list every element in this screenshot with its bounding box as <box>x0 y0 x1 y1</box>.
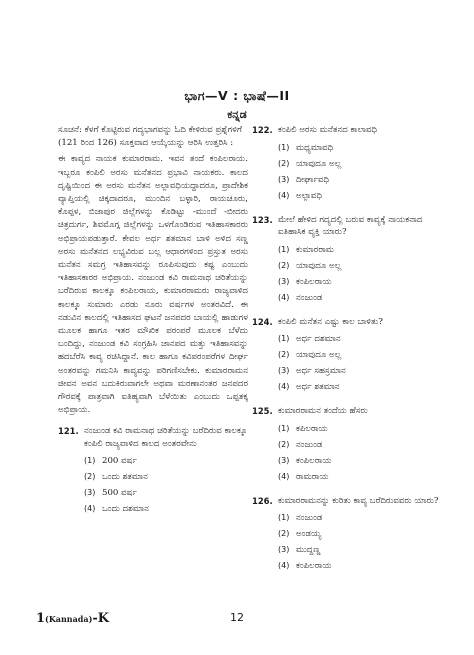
option-3[interactable] <box>84 487 248 503</box>
option-1[interactable] <box>278 142 448 158</box>
option-label: (3) <box>278 455 290 465</box>
option-label: (2) <box>84 472 96 482</box>
option-label: (4) <box>278 190 290 200</box>
option-label: (1) <box>278 334 290 343</box>
option-4[interactable] <box>278 190 448 206</box>
option-text: ದೀರ್ಘಾವಧಿ <box>296 174 330 185</box>
option-text: ಮಧ್ಯಮಾವಧಿ <box>296 142 334 153</box>
language-title: ಕನ್ನಡ <box>227 108 247 121</box>
option-4[interactable] <box>84 503 248 519</box>
option-text: ಕುಮಾರರಾಮ <box>296 244 335 255</box>
option-label: (2) <box>278 260 290 270</box>
option-list <box>278 142 448 206</box>
option-label: (4) <box>278 471 290 481</box>
question-number: 124. <box>252 316 273 327</box>
option-text: ನಂಜುಂಡ <box>296 513 323 523</box>
option-label: (2) <box>278 529 290 538</box>
option-text: ಯಾವುದೂ ಅಲ್ಲ <box>296 158 342 169</box>
option-list <box>84 455 248 519</box>
question-122 <box>252 124 448 206</box>
question-125 <box>252 405 448 487</box>
option-1[interactable] <box>278 244 448 260</box>
option-text: ಕಂಪಿಲರಾಯ <box>296 455 332 466</box>
option-3[interactable] <box>278 174 448 190</box>
instruction-text: ಸೂಚನೆ: ಕೆಳಗೆ ಕೊಟ್ಟಿರುವ ಗದ್ಯಭಾಗವನ್ನು ಓದಿ ಕೇಳಿರುವ ಪ್ರಶ್ನೆಗಳಿಗೆ (121 ರಿಂದ 126) ಸೂಕ್ತವಾದ ಆಯ್ಕೆಯನ್ನು ಆರಿಸಿ ಉತ್ತರಿಸಿ : <box>58 125 242 149</box>
option-list <box>278 244 448 308</box>
option-text: ಅರ್ಧ ಶತಮಾನ <box>296 382 340 392</box>
question-number: 123. <box>252 214 273 225</box>
option-label: (4) <box>84 504 96 514</box>
option-3[interactable] <box>278 365 448 381</box>
option-text: ಕಂಪಿಲರಾಯ <box>296 561 332 571</box>
option-text: ನಂಜುಂಡ <box>296 439 323 450</box>
option-text: ನಂಜುಂಡ <box>296 292 323 303</box>
option-text: ಒಂದು ದಶಮಾನ <box>102 504 149 515</box>
option-text: ರಾಮರಾಯ <box>296 471 329 482</box>
page-number: 12 <box>230 611 244 624</box>
option-label: (3) <box>278 545 290 554</box>
option-2[interactable] <box>278 528 448 544</box>
option-label: (3) <box>278 366 290 375</box>
left-column <box>58 124 248 519</box>
section-header <box>0 88 474 122</box>
option-label: (1) <box>84 456 96 466</box>
booklet-code-prefix: 1 <box>36 611 46 626</box>
option-text: 200 ವರ್ಷ <box>102 456 137 467</box>
option-text: ಅರ್ಧ ಸಹಸ್ರಮಾನ <box>296 366 346 376</box>
question-text: ಮೇಲೆ ಹೇಳಿದ ಗದ್ಯದಲ್ಲಿ ಬರುವ ಕಾವ್ಯಕ್ಕೆ ನಾಯಕನಾದ ಐತಿಹಾಸಿಕ ವ್ಯಕ್ತಿ ಯಾರು? <box>278 214 423 237</box>
question-123 <box>252 214 448 308</box>
option-text: 500 ವರ್ಷ <box>102 488 137 499</box>
option-list <box>278 423 448 487</box>
part-title: ಭಾಗ—V : ಭಾಷೆ—II <box>184 88 290 103</box>
question-124 <box>252 316 448 398</box>
option-text: ಕಪಿಲರಾಯ <box>296 423 328 434</box>
option-label: (1) <box>278 423 290 433</box>
option-text: ಅಲ್ಪಾವಧಿ <box>296 190 322 201</box>
option-list <box>278 512 448 576</box>
option-text: ಅರ್ಧ ದಶಮಾನ <box>296 334 341 344</box>
option-text: ಅಂಡಯ್ಯ <box>296 529 322 539</box>
option-label: (4) <box>278 561 290 570</box>
question-text: ಕಂಪಿಲಿ ಅರಸು ಮನೆತನದ ಕಾಲಾವಧಿ <box>278 125 378 135</box>
option-label: (2) <box>278 350 290 359</box>
option-text: ಯಾವುದೂ ಅಲ್ಲ <box>296 350 342 360</box>
option-4[interactable] <box>278 560 448 576</box>
option-2[interactable] <box>84 471 248 487</box>
option-1[interactable] <box>278 512 448 528</box>
option-4[interactable] <box>278 381 448 397</box>
option-2[interactable] <box>278 158 448 174</box>
question-text: ಕಂಪಿಲಿ ಮನೆತನ ಎಷ್ಟು ಕಾಲ ಬಾಳಿತು? <box>278 316 383 327</box>
option-3[interactable] <box>278 276 448 292</box>
option-label: (3) <box>278 174 290 184</box>
question-number: 122. <box>252 125 273 135</box>
option-1[interactable] <box>278 333 448 349</box>
question-text: ಕುಮಾರರಾಮನನ್ನು ಕುರಿತು ಕಾವ್ಯ ಬರೆದಿರುವವರು ಯಾರು? <box>278 495 439 506</box>
question-number: 126. <box>252 495 273 506</box>
booklet-code-suffix: -K <box>92 611 110 626</box>
option-label: (3) <box>278 276 290 286</box>
option-label: (2) <box>278 158 290 168</box>
question-number: 125. <box>252 406 273 416</box>
option-label: (3) <box>84 488 96 498</box>
option-3[interactable] <box>278 455 448 471</box>
option-label: (1) <box>278 513 290 522</box>
question-number: 121. <box>58 426 79 437</box>
option-1[interactable] <box>84 455 248 471</box>
option-label: (1) <box>278 142 290 152</box>
option-text: ಯಾವುದೂ ಅಲ್ಲ <box>296 260 342 271</box>
question-126 <box>252 495 448 577</box>
option-label: (2) <box>278 439 290 449</box>
option-4[interactable] <box>278 471 448 487</box>
option-2[interactable] <box>278 349 448 365</box>
reading-passage: ಈ ಕಾವ್ಯದ ನಾಯಕ ಕುಮಾರರಾಮ. ಇವನ ತಂದೆ ಕಂಪಿಲರಾಯ. ಇಬ್ಬರೂ ಕಂಪಿಲಿ ಅರಸು ಮನೆತನದ ಪ್ರಭಾವಿ ನಾಯಕರು. ಕಾಲದ ದೃಷ್ಟಿಯಿಂದ ಈ ಅರಸು ಮನೆತನ ಅಲ್ಪಾವಧಿಯದ್ದಾದರೂ, ಪ್ರಾದೇಶಿಕ ವ್ಯಾಪ್ತಿಯಲ್ಲಿ ಚಿಕ್ಕದಾದರೂ, ಮುಂದಿನ ಬಳ್ಳಾರಿ, ರಾಯಚೂರು, ಕೊಪ್ಪಳ, ಬಿಜಾಪುರ ಜಿಲ್ಲೆಗಳನ್ನು ಕೊಡಿಟ್ಟು -ಮುಂದೆ -ಬೀದರು ಚಿತ್ರದುರ್ಗ, ಶಿವಮೊಗ್ಗ ಜಿಲ್ಲೆಗಳನ್ನು ಒಳಗೊಂಡಿರುವ ಇತಿಹಾಸಕಾರರು ಅಭಿಪ್ರಾಯಪಡುತ್ತಾರೆ. ಕೇವಲ ಅರ್ಧ ಶತಮಾನ ಬಾಳಿ ಅಳಿದ ಸಣ್ಣ ಅರಸು ಮನೆತನದ ಲಭ್ಯವಿರುವ ಬಲ್ಲ ಆಧಾರಗಳಿಂದ ಪ್ರಸ್ತುತ ಅರಸು ಮನೆತನ ಸಮಗ್ರ ಇತಿಹಾಸವನ್ನು ರೂಪಿಸುವುದು ಕಷ್ಟ ಎಂಬುದು ಇತಿಹಾಸಕಾರರ ಅಭಿಪ್ರಾಯ. ನಂಜುಂಡ ಕವಿ ರಾಮನಾಥ ಚರಿತೆಯನ್ನು ಬರೆದಿರುವ ಕಾಲಕ್ಕೂ ಕಂಪಿಲರಾಯ, ಕುಮಾರರಾಮರು ರಾಜ್ಯವಾಳಿದ ಕಾಲಕ್ಕೂ ಸುಮಾರು ಎರಡು ನೂರು ವರ್ಷಗಳ ಅಂತರವಿದೆ. ಈ ನಡುವಿನ ಕಾಲದಲ್ಲಿ ಇತಿಹಾಸದ ಘಟನೆ ಜನಪದರ ಬಾಯಲ್ಲಿ ಹಾಡುಗಳ ಮೂಲಕ ಹಾಗೂ ಇತರ ಮೌಖಿಕ ಪರಂಪರೆ ಮೂಲಕ ಬೆಳೆದು ಬಂದಿದ್ದು, ನಂಜುಂಡ ಕವಿ ಸಂಗ್ರಹಿಸಿ ಜಾನಪದ ಮತ್ತು ಇತಿಹಾಸವನ್ನು ಹದಬೆರೆಸಿ ಕಾವ್ಯ ರಚಿಸಿದ್ದಾನೆ. ಕಾಲ ಹಾಗೂ ಕವಿಪರಂಪರೆಗಳ ದೀರ್ಘ ಅಂತರವನ್ನು ಗಮನಿಸಿ ಕಾವ್ಯವನ್ನು ಪರಿಗಣಿಸಬೇಕು. ಕುಮಾರರಾಮನ ಜೀವನ ಅವನ ಬದುಕಿರುವಾಗಲೇ ಅಥವಾ ಮರಣಾನಂತರ ಜನಪದರ ಗೌರವಕ್ಕೆ ಪಾತ್ರವಾಗಿ ಐತಿಹ್ಯವಾಗಿ ಬೆಳೆಯಿತು ಎಂಬುದು ಒಪ್ಪತಕ್ಕ ಅಭಿಪ್ರಾಯ. <box>58 154 248 416</box>
option-label: (4) <box>278 292 290 302</box>
question-text: ಕುಮಾರರಾಮನ ತಂದೆಯ ಹೆಸರು <box>278 406 368 416</box>
right-column <box>252 124 448 576</box>
option-3[interactable] <box>278 544 448 560</box>
option-list <box>278 333 448 397</box>
question-121 <box>58 425 248 519</box>
option-2[interactable] <box>278 260 448 276</box>
option-label: (4) <box>278 382 290 391</box>
option-text: ಒಂದು ಶತಮಾನ <box>102 472 148 483</box>
option-1[interactable] <box>278 423 448 439</box>
option-text: ಮುದ್ದಣ್ಣ <box>296 545 321 555</box>
question-text: ನಂಜುಂಡ ಕವಿ ರಾಮನಾಥ ಚರಿತೆಯನ್ನು ಬರೆದಿರುವ ಕಾಲಕ್ಕೂ ಕಂಪಿಲಿ ರಾಜ್ಯವಾಳಿದ ಕಾಲದ ಅಂತರವೇನು <box>84 426 248 449</box>
option-label: (1) <box>278 244 290 254</box>
booklet-code-language: (Kannada) <box>45 614 93 624</box>
option-4[interactable] <box>278 292 448 308</box>
option-text: ಕಂಪಿಲರಾಯ <box>296 276 332 287</box>
option-2[interactable] <box>278 439 448 455</box>
